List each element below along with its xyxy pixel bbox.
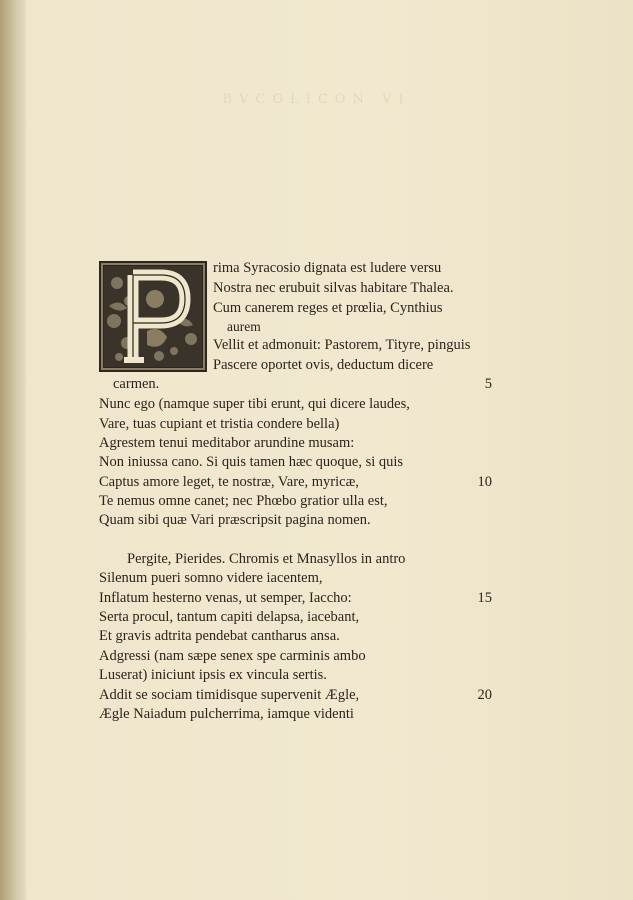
ornament-icon: [99, 261, 207, 372]
verse-line-2: Nostra nec erubuit silvas habitare Thalea.: [213, 280, 454, 296]
verse-line-12: Quam sibi quæ Vari præscripsit pagina nomen.: [99, 512, 371, 528]
line-number-5: 5: [484, 376, 492, 392]
line-number-10: 10: [477, 474, 492, 490]
verse-line-1: rima Syracosio dignata est ludere versu: [213, 260, 442, 276]
verse-line-4: Vellit et admonuit: Pastorem, Tityre, pinguis: [213, 337, 471, 353]
verse-line-19: Luserat) iniciunt ipsis ex vincula sertis.: [99, 667, 327, 683]
verse-line-11: Te nemus omne canet; nec Phœbo gratior ulla est,: [99, 493, 388, 509]
line-number-15: 15: [477, 590, 492, 606]
verse-line-21: Ægle Naiadum pulcherrima, iamque videnti: [99, 706, 354, 722]
verse-line-5: Pascere oportet ovis, deductum dicere: [213, 357, 434, 373]
verse-line-3-turnover: aurem: [227, 319, 261, 334]
verse-line-3: Cum canerem reges et prœlia, Cynthius: [213, 300, 443, 316]
verse-line-6: Nunc ego (namque super tibi erunt, qui dicere laudes,: [99, 396, 410, 412]
verse-line-15: Inflatum hesterno venas, ut semper, Iaccho:: [99, 590, 352, 606]
verse-line-13: Pergite, Pierides. Chromis et Mnasyllos in antro: [127, 551, 406, 567]
verse-line-18: Adgressi (nam sæpe senex spe carminis ambo: [99, 648, 366, 664]
verse-line-14: Silenum pueri somno videre iacentem,: [99, 570, 323, 586]
verse-line-9: Non iniussa cano. Si quis tamen hæc quoque, si quis: [99, 454, 404, 470]
verse-line-17: Et gravis adtrita pendebat cantharus ansa.: [99, 628, 340, 644]
verse-line-20: Addit se sociam timidisque supervenit Ægle,: [99, 687, 360, 703]
verse-line-7: Vare, tuas cupiant et tristia condere bella): [99, 416, 340, 432]
verse-line-8: Agrestem tenui meditabor arundine musam:: [99, 435, 355, 451]
verse-line-16: Serta procul, tantum capiti delapsa, iacebant,: [99, 609, 360, 625]
gutter-shadow: [0, 0, 26, 900]
decorated-initial-p: [99, 261, 207, 372]
running-title-show-through: BVCOLICON VI: [222, 92, 411, 107]
verse-line-5-turnover: carmen.: [113, 376, 160, 392]
verse-line-10: Captus amore leget, te nostræ, Vare, myricæ,: [99, 474, 359, 490]
line-number-20: 20: [477, 687, 492, 703]
